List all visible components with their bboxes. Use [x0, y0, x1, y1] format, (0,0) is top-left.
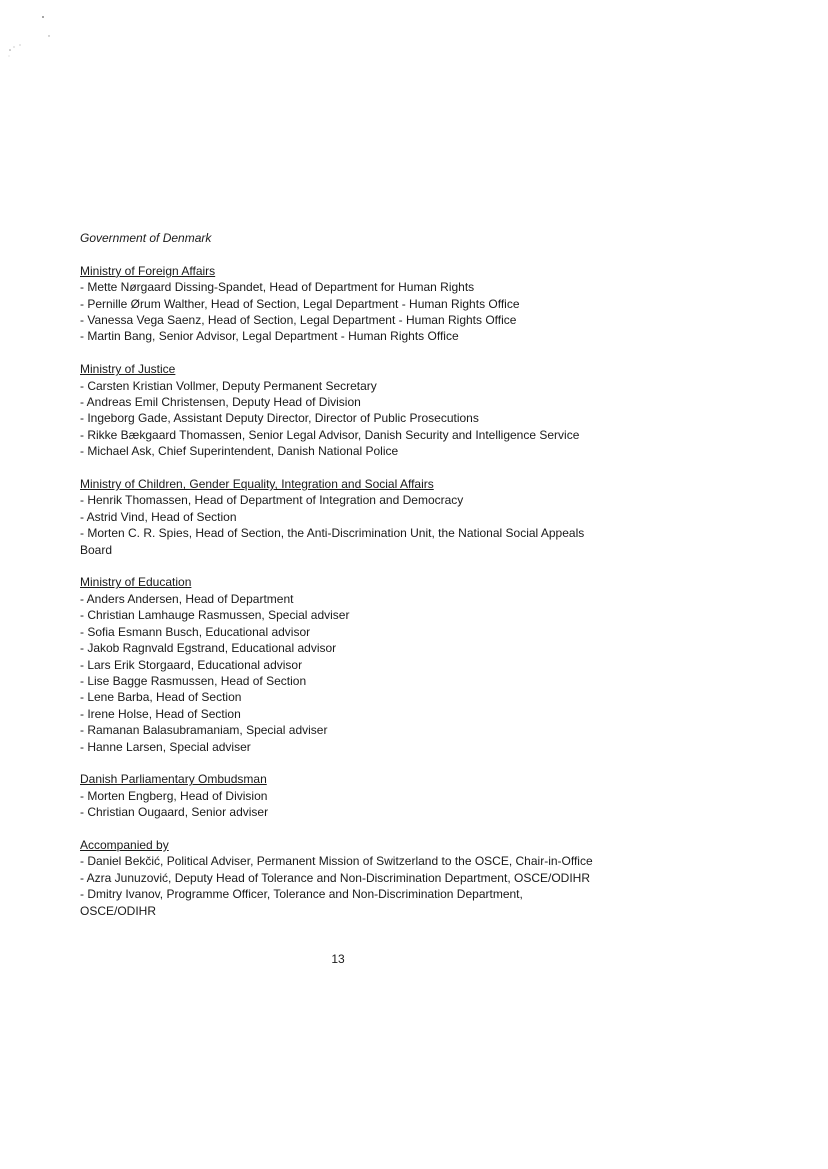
list-item: - Vanessa Vega Saenz, Head of Section, Legal Department - Human Rights Office: [80, 313, 517, 328]
section-heading: Ministry of Justice: [80, 362, 176, 377]
attendee-list: [80, 788, 780, 821]
list-item: - Jakob Ragnvald Egstrand, Educational advisor: [80, 641, 337, 656]
list-item: - Azra Junuzović, Deputy Head of Tolerance and Non-Discrimination Department, OSCE/ODIHR: [80, 870, 590, 885]
list-item: - Christian Ougaard, Senior adviser: [80, 805, 269, 820]
section-accompanied-by: [80, 837, 780, 919]
attendee-list: [80, 591, 780, 755]
list-item: - Andreas Emil Christensen, Deputy Head of Division: [80, 395, 361, 410]
section-heading: Danish Parliamentary Ombudsman: [80, 772, 267, 787]
list-item: - Lise Bagge Rasmussen, Head of Section: [80, 673, 307, 688]
list-item: - Martin Bang, Senior Advisor, Legal Department - Human Rights Office: [80, 329, 459, 344]
section-heading: Accompanied by: [80, 837, 169, 852]
list-item: - Pernille Ørum Walther, Head of Section, Legal Department - Human Rights Office: [80, 296, 520, 311]
section-heading: Ministry of Children, Gender Equality, Integration and Social Affairs: [80, 477, 434, 492]
list-item: - Dmitry Ivanov, Programme Officer, Tolerance and Non-Discrimination Department, OSCE/ODIHR: [80, 887, 523, 918]
section-heading: Ministry of Education: [80, 575, 192, 590]
list-item: - Astrid Vind, Head of Section: [80, 509, 237, 524]
list-item: - Ingeborg Gade, Assistant Deputy Director, Director of Public Prosecutions: [80, 411, 479, 426]
list-item: - Irene Holse, Head of Section: [80, 706, 241, 721]
section-education: [80, 574, 780, 754]
section-foreign-affairs: [80, 263, 780, 345]
government-title: Government of Denmark: [80, 231, 212, 245]
list-item: - Carsten Kristian Vollmer, Deputy Permanent Secretary: [80, 378, 377, 393]
list-item: - Hanne Larsen, Special adviser: [80, 739, 251, 754]
attendee-list: [80, 378, 780, 460]
list-item: - Anders Andersen, Head of Department: [80, 591, 294, 606]
section-justice: [80, 361, 780, 459]
list-item: - Sofia Esmann Busch, Educational advisor: [80, 624, 311, 639]
list-item: - Mette Nørgaard Dissing-Spandet, Head of Department for Human Rights: [80, 280, 475, 295]
list-item: - Henrik Thomassen, Head of Department of Integration and Democracy: [80, 493, 464, 508]
list-item: - Ramanan Balasubramaniam, Special adviser: [80, 723, 328, 738]
attendee-list: [80, 853, 780, 919]
attendee-list: [80, 279, 780, 345]
list-item: - Michael Ask, Chief Superintendent, Danish National Police: [80, 444, 399, 459]
section-children-gender-equality: [80, 476, 780, 558]
list-item: - Lene Barba, Head of Section: [80, 690, 242, 705]
section-ombudsman: [80, 771, 780, 820]
section-heading: Ministry of Foreign Affairs: [80, 263, 216, 278]
list-item: - Morten C. R. Spies, Head of Section, the Anti-Discrimination Unit, the National Social Appeals Board: [80, 526, 585, 557]
list-item: - Lars Erik Storgaard, Educational advisor: [80, 657, 303, 672]
attendee-list: [80, 492, 780, 558]
list-item: - Rikke Bækgaard Thomassen, Senior Legal Advisor, Danish Security and Intelligence Service: [80, 427, 580, 442]
list-item: - Christian Lamhauge Rasmussen, Special adviser: [80, 608, 350, 623]
page-number: 13: [331, 952, 345, 966]
list-item: - Daniel Bekčić, Political Adviser, Permanent Mission of Switzerland to the OSCE, Chair-in-Office: [80, 854, 593, 869]
scan-specks: [0, 0, 70, 70]
document-body: [80, 230, 780, 935]
list-item: - Morten Engberg, Head of Division: [80, 788, 268, 803]
